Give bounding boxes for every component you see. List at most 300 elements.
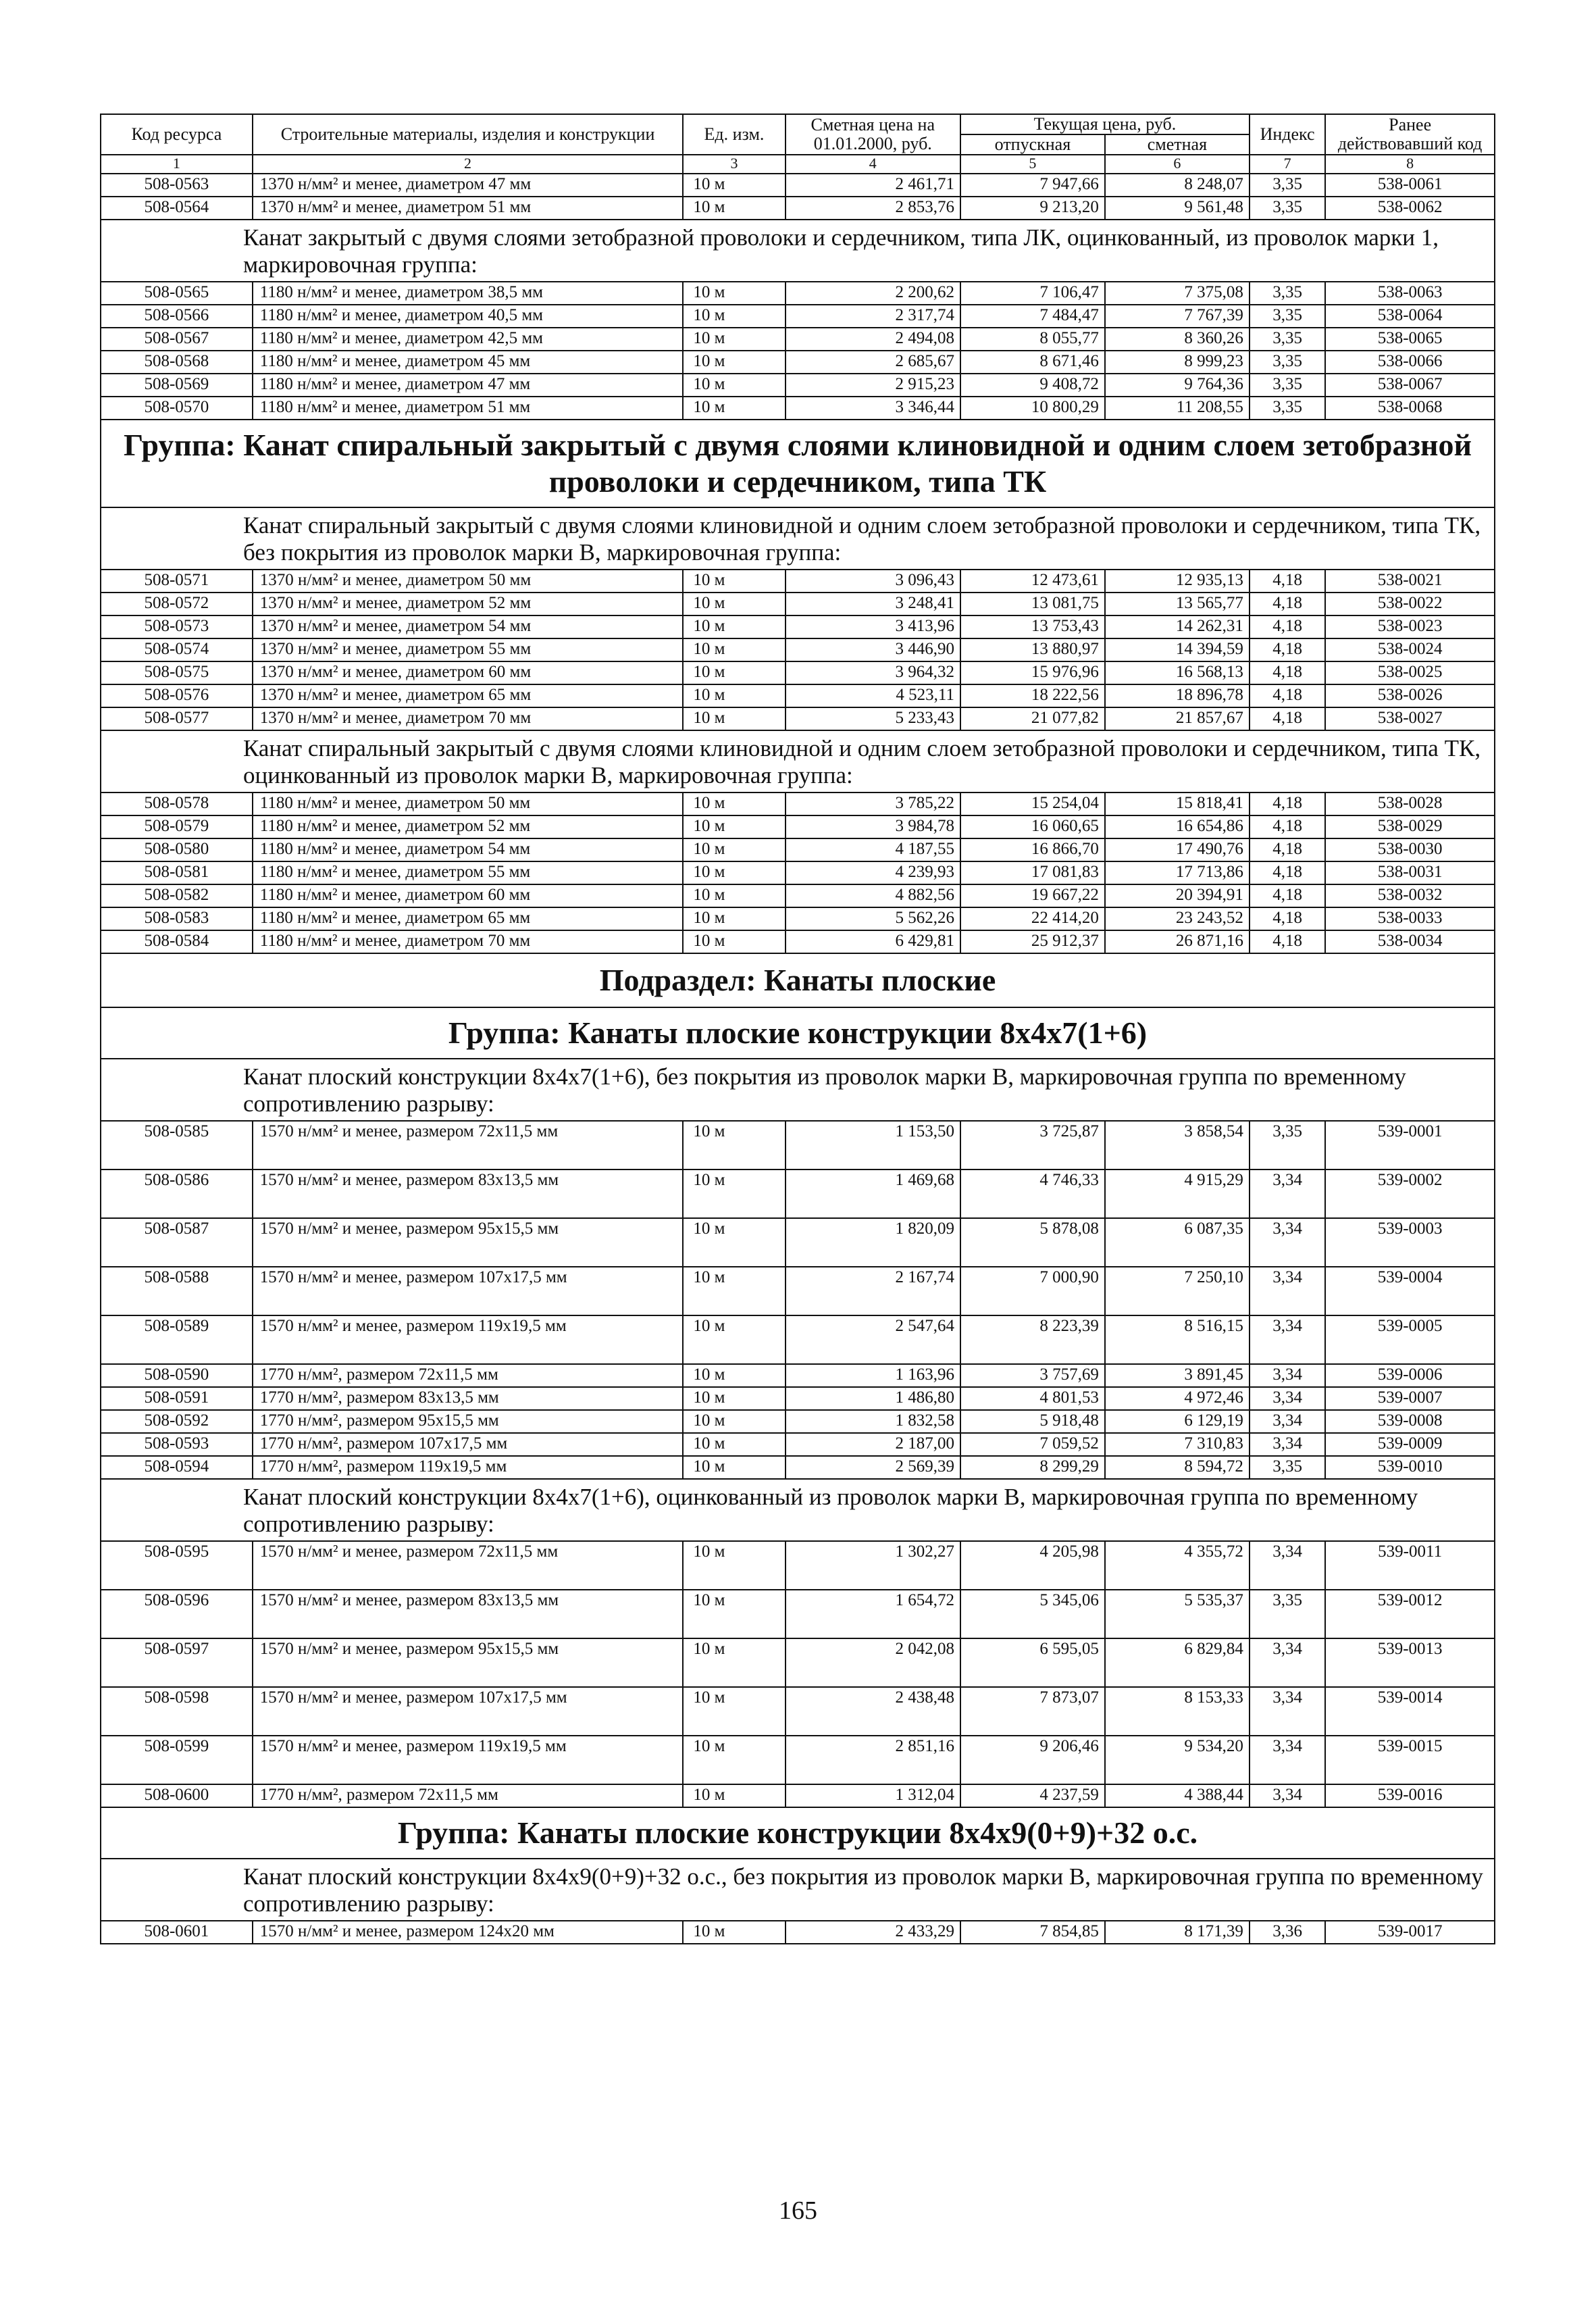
table-row [101, 793, 1495, 815]
unit-of-measure: 10 м [683, 1590, 785, 1638]
base-price: 2 187,00 [786, 1433, 960, 1456]
sale-price: 9 213,20 [960, 197, 1105, 220]
previous-code: 538-0023 [1325, 615, 1495, 638]
previous-code: 539-0012 [1325, 1590, 1495, 1638]
price-index: 3,35 [1250, 305, 1325, 328]
table-row [101, 1736, 1495, 1784]
col-header-estimate-price: сметная [1105, 134, 1250, 155]
unit-of-measure: 10 м [683, 930, 785, 953]
material-name: 1180 н/мм² и менее, диаметром 50 мм [253, 793, 684, 815]
unit-of-measure: 10 м [683, 1387, 785, 1410]
estimate-price: 5 535,37 [1105, 1590, 1250, 1638]
material-name: 1370 н/мм² и менее, диаметром 65 мм [253, 684, 684, 707]
price-index: 3,35 [1250, 1456, 1325, 1479]
sale-price: 16 866,70 [960, 838, 1105, 861]
estimate-price: 9 764,36 [1105, 374, 1250, 397]
resource-code: 508-0590 [101, 1364, 253, 1387]
sale-price: 4 237,59 [960, 1784, 1105, 1807]
table-row [101, 328, 1495, 351]
resource-code: 508-0571 [101, 570, 253, 593]
base-price: 2 685,67 [786, 351, 960, 374]
base-price: 1 163,96 [786, 1364, 960, 1387]
previous-code: 538-0030 [1325, 838, 1495, 861]
material-name: 1370 н/мм² и менее, диаметром 54 мм [253, 615, 684, 638]
col-header-material: Строительные материалы, изделия и конструкции [253, 114, 684, 155]
material-name: 1180 н/мм² и менее, диаметром 55 мм [253, 861, 684, 884]
column-number: 7 [1250, 155, 1325, 174]
group-description: Канат плоский конструкции 8х4х9(0+9)+32 о.с., без покрытия из проволок марки В, маркировочная группа по временному сопротивлению разрыву: [101, 1859, 1495, 1921]
resource-code: 508-0566 [101, 305, 253, 328]
col-header-code: Код ресурса [101, 114, 253, 155]
base-price: 2 167,74 [786, 1267, 960, 1315]
material-name: 1180 н/мм² и менее, диаметром 45 мм [253, 351, 684, 374]
sale-price: 3 757,69 [960, 1364, 1105, 1387]
previous-code: 538-0033 [1325, 907, 1495, 930]
resource-code: 508-0591 [101, 1387, 253, 1410]
sale-price: 13 753,43 [960, 615, 1105, 638]
sale-price: 17 081,83 [960, 861, 1105, 884]
price-index: 4,18 [1250, 615, 1325, 638]
previous-code: 539-0008 [1325, 1410, 1495, 1433]
description-row [101, 1859, 1495, 1921]
page-number: 165 [779, 2196, 817, 2225]
estimate-price: 12 935,13 [1105, 570, 1250, 593]
previous-code: 538-0022 [1325, 593, 1495, 615]
table-row [101, 861, 1495, 884]
estimate-price: 17 490,76 [1105, 838, 1250, 861]
base-price: 4 882,56 [786, 884, 960, 907]
unit-of-measure: 10 м [683, 615, 785, 638]
base-price: 3 096,43 [786, 570, 960, 593]
group-description: Канат закрытый с двумя слоями зетобразной проволоки и сердечником, типа ЛК, оцинкованный, из проволок марки 1, маркировочная группа: [101, 220, 1495, 282]
resource-code: 508-0572 [101, 593, 253, 615]
price-index: 4,18 [1250, 570, 1325, 593]
resource-code: 508-0594 [101, 1456, 253, 1479]
table-row [101, 1784, 1495, 1807]
sale-price: 13 880,97 [960, 638, 1105, 661]
base-price: 2 851,16 [786, 1736, 960, 1784]
sale-price: 4 801,53 [960, 1387, 1105, 1410]
base-price: 4 187,55 [786, 838, 960, 861]
material-name: 1570 н/мм² и менее, размером 124х20 мм [253, 1921, 684, 1944]
table-row [101, 815, 1495, 838]
material-name: 1570 н/мм² и менее, размером 83х13,5 мм [253, 1169, 684, 1218]
price-index: 4,18 [1250, 815, 1325, 838]
estimate-price: 4 388,44 [1105, 1784, 1250, 1807]
base-price: 3 248,41 [786, 593, 960, 615]
resource-code: 508-0574 [101, 638, 253, 661]
price-index: 4,18 [1250, 930, 1325, 953]
previous-code: 538-0063 [1325, 282, 1495, 305]
table-row [101, 930, 1495, 953]
unit-of-measure: 10 м [683, 1638, 785, 1687]
unit-of-measure: 10 м [683, 793, 785, 815]
unit-of-measure: 10 м [683, 351, 785, 374]
material-name: 1770 н/мм², размером 119х19,5 мм [253, 1456, 684, 1479]
price-index: 3,34 [1250, 1410, 1325, 1433]
unit-of-measure: 10 м [683, 1267, 785, 1315]
material-name: 1180 н/мм² и менее, диаметром 47 мм [253, 374, 684, 397]
price-index: 4,18 [1250, 907, 1325, 930]
previous-code: 538-0064 [1325, 305, 1495, 328]
subsection-heading-row [101, 953, 1495, 1007]
col-header-sale-price: отпускная [960, 134, 1105, 155]
resource-code: 508-0584 [101, 930, 253, 953]
price-index: 4,18 [1250, 593, 1325, 615]
resource-code: 508-0563 [101, 174, 253, 197]
group-description: Канат плоский конструкции 8х4х7(1+6), без покрытия из проволок марки В, маркировочная группа по временному сопротивлению разрыву: [101, 1059, 1495, 1121]
base-price: 3 413,96 [786, 615, 960, 638]
resource-code: 508-0580 [101, 838, 253, 861]
estimate-price: 7 310,83 [1105, 1433, 1250, 1456]
group-heading: Группа: Канаты плоские конструкции 8х4х7(1+6) [101, 1007, 1495, 1059]
group-description: Канат спиральный закрытый с двумя слоями клиновидной и одним слоем зетобразной проволоки и сердечником, типа ТК, оцинкованный из проволок марки В, маркировочная группа: [101, 730, 1495, 793]
col-header-unit: Ед. изм. [683, 114, 785, 155]
base-price: 3 785,22 [786, 793, 960, 815]
previous-code: 538-0031 [1325, 861, 1495, 884]
price-index: 4,18 [1250, 638, 1325, 661]
sale-price: 25 912,37 [960, 930, 1105, 953]
estimate-price: 4 972,46 [1105, 1387, 1250, 1410]
col-header-index: Индекс [1250, 114, 1325, 155]
unit-of-measure: 10 м [683, 1784, 785, 1807]
material-name: 1370 н/мм² и менее, диаметром 52 мм [253, 593, 684, 615]
material-name: 1570 н/мм² и менее, размером 107х17,5 мм [253, 1267, 684, 1315]
base-price: 3 446,90 [786, 638, 960, 661]
description-row [101, 1479, 1495, 1541]
estimate-price: 6 087,35 [1105, 1218, 1250, 1267]
previous-code: 538-0028 [1325, 793, 1495, 815]
column-number: 1 [101, 155, 253, 174]
material-name: 1570 н/мм² и менее, размером 119х19,5 мм [253, 1736, 684, 1784]
material-name: 1570 н/мм² и менее, размером 72х11,5 мм [253, 1121, 684, 1169]
price-index: 3,34 [1250, 1638, 1325, 1687]
material-name: 1370 н/мм² и менее, диаметром 47 мм [253, 174, 684, 197]
material-name: 1570 н/мм² и менее, размером 83х13,5 мм [253, 1590, 684, 1638]
group-heading: Группа: Канат спиральный закрытый с двумя слоями клиновидной и одним слоем зетобразной проволоки и сердечником, типа ТК [101, 420, 1495, 507]
unit-of-measure: 10 м [683, 1456, 785, 1479]
resource-code: 508-0583 [101, 907, 253, 930]
price-index: 4,18 [1250, 838, 1325, 861]
resource-code: 508-0589 [101, 1315, 253, 1364]
base-price: 5 233,43 [786, 707, 960, 730]
table-row [101, 1541, 1495, 1590]
sale-price: 15 976,96 [960, 661, 1105, 684]
previous-code: 538-0067 [1325, 374, 1495, 397]
resource-code: 508-0576 [101, 684, 253, 707]
base-price: 3 984,78 [786, 815, 960, 838]
table-row [101, 638, 1495, 661]
col-header-base-price: Сметная цена на 01.01.2000, руб. [786, 114, 960, 155]
base-price: 3 964,32 [786, 661, 960, 684]
resource-code: 508-0587 [101, 1218, 253, 1267]
previous-code: 538-0068 [1325, 397, 1495, 420]
base-price: 2 569,39 [786, 1456, 960, 1479]
table-row [101, 684, 1495, 707]
sale-price: 16 060,65 [960, 815, 1105, 838]
resource-code: 508-0579 [101, 815, 253, 838]
price-table [100, 114, 1495, 1944]
sale-price: 18 222,56 [960, 684, 1105, 707]
table-row [101, 1218, 1495, 1267]
resource-code: 508-0569 [101, 374, 253, 397]
price-index: 3,35 [1250, 328, 1325, 351]
table-body [101, 174, 1495, 1944]
base-price: 1 654,72 [786, 1590, 960, 1638]
price-index: 3,34 [1250, 1315, 1325, 1364]
description-row [101, 730, 1495, 793]
col-header-current-price: Текущая цена, руб. [960, 114, 1250, 134]
estimate-price: 23 243,52 [1105, 907, 1250, 930]
previous-code: 539-0005 [1325, 1315, 1495, 1364]
base-price: 2 200,62 [786, 282, 960, 305]
price-index: 4,18 [1250, 793, 1325, 815]
table-row [101, 1921, 1495, 1944]
sale-price: 9 408,72 [960, 374, 1105, 397]
base-price: 1 302,27 [786, 1541, 960, 1590]
sale-price: 9 206,46 [960, 1736, 1105, 1784]
price-index: 3,34 [1250, 1387, 1325, 1410]
sale-price: 4 205,98 [960, 1541, 1105, 1590]
base-price: 2 438,48 [786, 1687, 960, 1736]
base-price: 1 832,58 [786, 1410, 960, 1433]
group-heading-row [101, 1007, 1495, 1059]
unit-of-measure: 10 м [683, 907, 785, 930]
sale-price: 8 055,77 [960, 328, 1105, 351]
sale-price: 7 873,07 [960, 1687, 1105, 1736]
sale-price: 6 595,05 [960, 1638, 1105, 1687]
table-row [101, 305, 1495, 328]
material-name: 1180 н/мм² и менее, диаметром 42,5 мм [253, 328, 684, 351]
column-number: 8 [1325, 155, 1495, 174]
sale-price: 8 671,46 [960, 351, 1105, 374]
base-price: 2 317,74 [786, 305, 960, 328]
price-index: 3,35 [1250, 1121, 1325, 1169]
sale-price: 12 473,61 [960, 570, 1105, 593]
estimate-price: 16 568,13 [1105, 661, 1250, 684]
base-price: 6 429,81 [786, 930, 960, 953]
estimate-price: 8 516,15 [1105, 1315, 1250, 1364]
previous-code: 539-0003 [1325, 1218, 1495, 1267]
unit-of-measure: 10 м [683, 1921, 785, 1944]
material-name: 1770 н/мм², размером 72х11,5 мм [253, 1364, 684, 1387]
sale-price: 7 000,90 [960, 1267, 1105, 1315]
previous-code: 539-0002 [1325, 1169, 1495, 1218]
table-row [101, 907, 1495, 930]
resource-code: 508-0577 [101, 707, 253, 730]
resource-code: 508-0599 [101, 1736, 253, 1784]
unit-of-measure: 10 м [683, 1218, 785, 1267]
material-name: 1570 н/мм² и менее, размером 95х15,5 мм [253, 1218, 684, 1267]
description-row [101, 1059, 1495, 1121]
previous-code: 539-0015 [1325, 1736, 1495, 1784]
estimate-price: 7 375,08 [1105, 282, 1250, 305]
unit-of-measure: 10 м [683, 374, 785, 397]
price-index: 4,18 [1250, 861, 1325, 884]
table-row [101, 838, 1495, 861]
table-row [101, 661, 1495, 684]
table-row [101, 1121, 1495, 1169]
resource-code: 508-0598 [101, 1687, 253, 1736]
estimate-price: 16 654,86 [1105, 815, 1250, 838]
material-name: 1180 н/мм² и менее, диаметром 40,5 мм [253, 305, 684, 328]
estimate-price: 8 248,07 [1105, 174, 1250, 197]
estimate-price: 7 767,39 [1105, 305, 1250, 328]
table-row [101, 351, 1495, 374]
column-number: 3 [683, 155, 785, 174]
price-index: 3,35 [1250, 374, 1325, 397]
estimate-price: 6 129,19 [1105, 1410, 1250, 1433]
material-name: 1180 н/мм² и менее, диаметром 70 мм [253, 930, 684, 953]
table-row [101, 282, 1495, 305]
price-table-page [100, 114, 1495, 1944]
material-name: 1180 н/мм² и менее, диаметром 60 мм [253, 884, 684, 907]
table-row [101, 197, 1495, 220]
estimate-price: 4 915,29 [1105, 1169, 1250, 1218]
unit-of-measure: 10 м [683, 174, 785, 197]
resource-code: 508-0570 [101, 397, 253, 420]
table-row [101, 1456, 1495, 1479]
price-index: 3,35 [1250, 397, 1325, 420]
unit-of-measure: 10 м [683, 1687, 785, 1736]
table-row [101, 593, 1495, 615]
resource-code: 508-0595 [101, 1541, 253, 1590]
estimate-price: 21 857,67 [1105, 707, 1250, 730]
previous-code: 538-0029 [1325, 815, 1495, 838]
estimate-price: 18 896,78 [1105, 684, 1250, 707]
unit-of-measure: 10 м [683, 1736, 785, 1784]
material-name: 1370 н/мм² и менее, диаметром 50 мм [253, 570, 684, 593]
material-name: 1180 н/мм² и менее, диаметром 52 мм [253, 815, 684, 838]
previous-code: 539-0013 [1325, 1638, 1495, 1687]
previous-code: 538-0034 [1325, 930, 1495, 953]
unit-of-measure: 10 м [683, 1364, 785, 1387]
table-row [101, 374, 1495, 397]
estimate-price: 9 561,48 [1105, 197, 1250, 220]
estimate-price: 13 565,77 [1105, 593, 1250, 615]
base-price: 1 486,80 [786, 1387, 960, 1410]
table-row [101, 1687, 1495, 1736]
material-name: 1370 н/мм² и менее, диаметром 70 мм [253, 707, 684, 730]
group-description: Канат плоский конструкции 8х4х7(1+6), оцинкованный из проволок марки В, маркировочная группа по временному сопротивлению разрыву: [101, 1479, 1495, 1541]
subsection-heading: Подраздел: Канаты плоские [101, 953, 1495, 1007]
unit-of-measure: 10 м [683, 1121, 785, 1169]
resource-code: 508-0601 [101, 1921, 253, 1944]
previous-code: 538-0025 [1325, 661, 1495, 684]
unit-of-measure: 10 м [683, 1410, 785, 1433]
table-row [101, 1364, 1495, 1387]
sale-price: 7 059,52 [960, 1433, 1105, 1456]
resource-code: 508-0593 [101, 1433, 253, 1456]
base-price: 4 239,93 [786, 861, 960, 884]
previous-code: 539-0009 [1325, 1433, 1495, 1456]
table-row [101, 570, 1495, 593]
material-name: 1770 н/мм², размером 107х17,5 мм [253, 1433, 684, 1456]
unit-of-measure: 10 м [683, 1433, 785, 1456]
column-number: 6 [1105, 155, 1250, 174]
estimate-price: 11 208,55 [1105, 397, 1250, 420]
unit-of-measure: 10 м [683, 684, 785, 707]
sale-price: 4 746,33 [960, 1169, 1105, 1218]
sale-price: 19 667,22 [960, 884, 1105, 907]
unit-of-measure: 10 м [683, 815, 785, 838]
sale-price: 13 081,75 [960, 593, 1105, 615]
estimate-price: 4 355,72 [1105, 1541, 1250, 1590]
base-price: 2 494,08 [786, 328, 960, 351]
estimate-price: 17 713,86 [1105, 861, 1250, 884]
previous-code: 539-0016 [1325, 1784, 1495, 1807]
sale-price: 5 345,06 [960, 1590, 1105, 1638]
base-price: 1 469,68 [786, 1169, 960, 1218]
estimate-price: 26 871,16 [1105, 930, 1250, 953]
estimate-price: 8 999,23 [1105, 351, 1250, 374]
table-row [101, 1315, 1495, 1364]
price-index: 3,34 [1250, 1433, 1325, 1456]
header-row [101, 114, 1495, 134]
material-name: 1770 н/мм², размером 83х13,5 мм [253, 1387, 684, 1410]
unit-of-measure: 10 м [683, 638, 785, 661]
column-number: 5 [960, 155, 1105, 174]
estimate-price: 7 250,10 [1105, 1267, 1250, 1315]
price-index: 4,18 [1250, 661, 1325, 684]
price-index: 3,35 [1250, 351, 1325, 374]
unit-of-measure: 10 м [683, 707, 785, 730]
price-index: 3,34 [1250, 1687, 1325, 1736]
column-number: 2 [253, 155, 684, 174]
resource-code: 508-0581 [101, 861, 253, 884]
previous-code: 538-0027 [1325, 707, 1495, 730]
material-name: 1180 н/мм² и менее, диаметром 54 мм [253, 838, 684, 861]
price-index: 3,36 [1250, 1921, 1325, 1944]
resource-code: 508-0582 [101, 884, 253, 907]
previous-code: 539-0010 [1325, 1456, 1495, 1479]
resource-code: 508-0586 [101, 1169, 253, 1218]
price-index: 3,34 [1250, 1364, 1325, 1387]
material-name: 1570 н/мм² и менее, размером 107х17,5 мм [253, 1687, 684, 1736]
previous-code: 538-0061 [1325, 174, 1495, 197]
previous-code: 539-0014 [1325, 1687, 1495, 1736]
sale-price: 3 725,87 [960, 1121, 1105, 1169]
material-name: 1370 н/мм² и менее, диаметром 51 мм [253, 197, 684, 220]
previous-code: 538-0026 [1325, 684, 1495, 707]
material-name: 1570 н/мм² и менее, размером 119х19,5 мм [253, 1315, 684, 1364]
previous-code: 539-0004 [1325, 1267, 1495, 1315]
previous-code: 538-0062 [1325, 197, 1495, 220]
table-row [101, 884, 1495, 907]
previous-code: 539-0001 [1325, 1121, 1495, 1169]
sale-price: 21 077,82 [960, 707, 1105, 730]
table-row [101, 1410, 1495, 1433]
estimate-price: 8 171,39 [1105, 1921, 1250, 1944]
resource-code: 508-0578 [101, 793, 253, 815]
resource-code: 508-0575 [101, 661, 253, 684]
base-price: 3 346,44 [786, 397, 960, 420]
resource-code: 508-0600 [101, 1784, 253, 1807]
table-row [101, 1590, 1495, 1638]
base-price: 1 820,09 [786, 1218, 960, 1267]
group-heading: Группа: Канаты плоские конструкции 8х4х9(0+9)+32 о.с. [101, 1807, 1495, 1859]
column-number: 4 [786, 155, 960, 174]
sale-price: 10 800,29 [960, 397, 1105, 420]
sale-price: 5 878,08 [960, 1218, 1105, 1267]
sale-price: 22 414,20 [960, 907, 1105, 930]
previous-code: 539-0011 [1325, 1541, 1495, 1590]
base-price: 2 433,29 [786, 1921, 960, 1944]
base-price: 2 042,08 [786, 1638, 960, 1687]
unit-of-measure: 10 м [683, 1541, 785, 1590]
price-index: 3,34 [1250, 1218, 1325, 1267]
base-price: 1 312,04 [786, 1784, 960, 1807]
